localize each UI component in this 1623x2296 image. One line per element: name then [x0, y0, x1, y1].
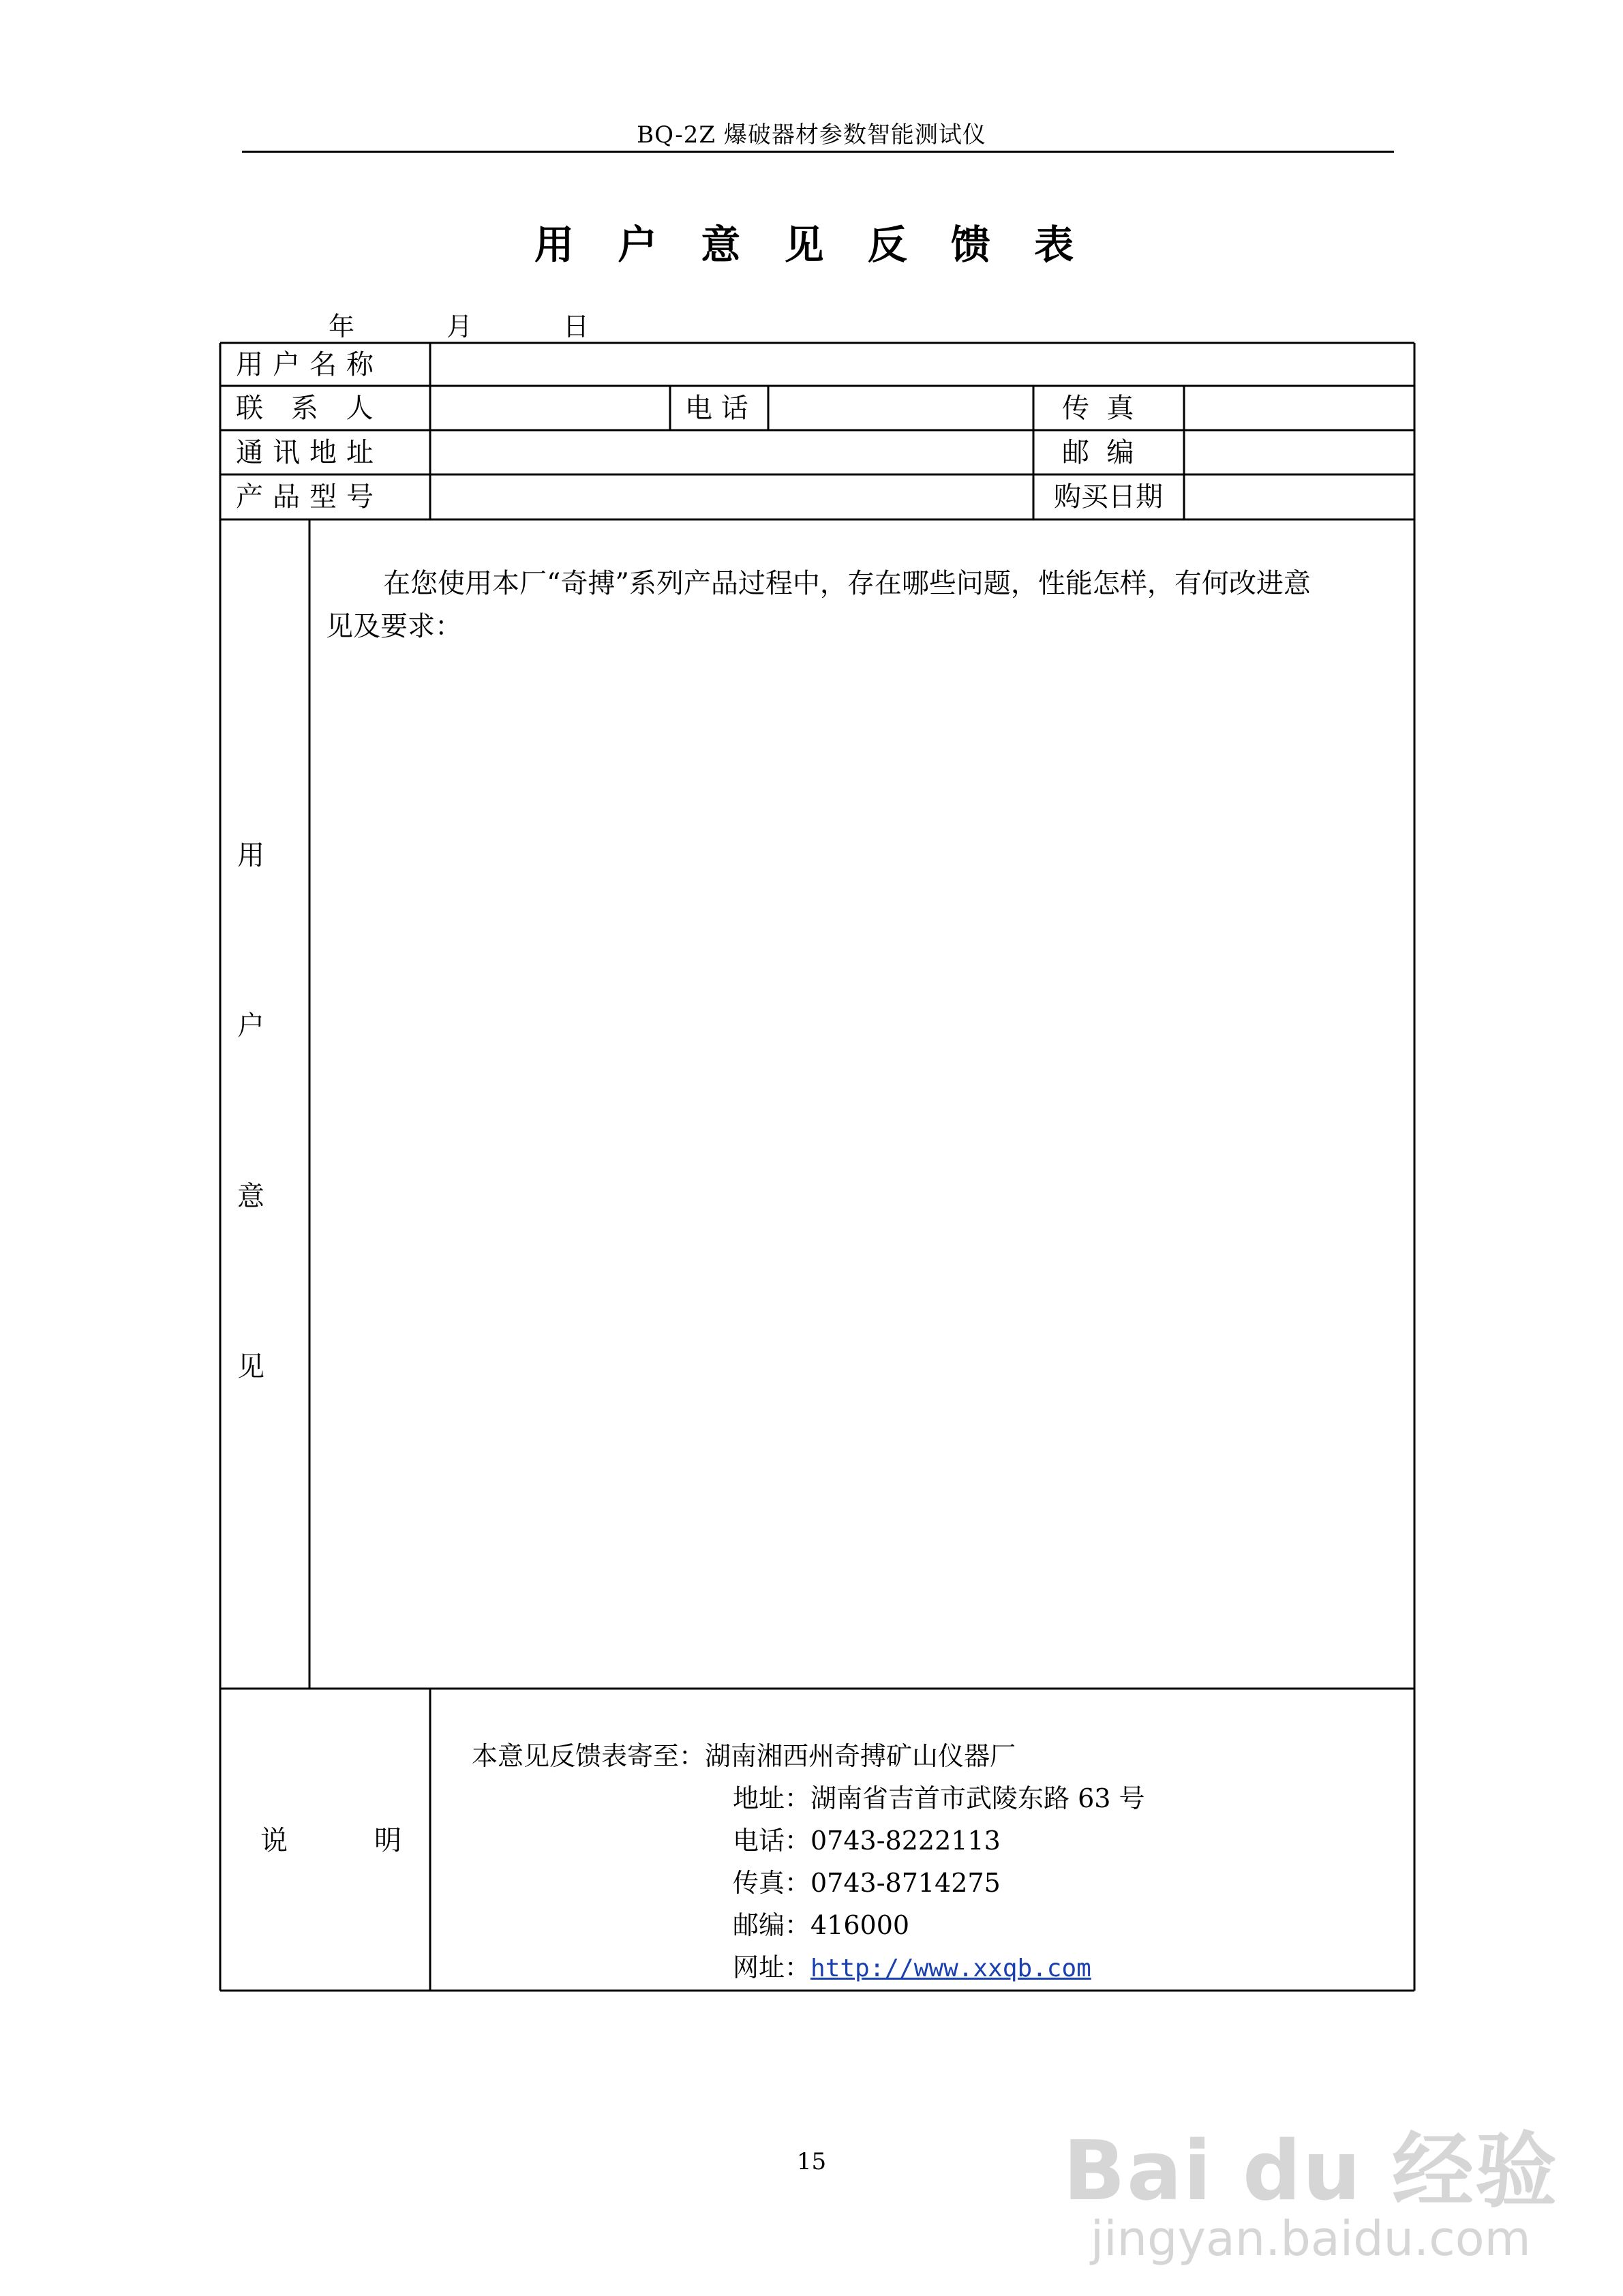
user-name-label: 用户名称 — [236, 349, 383, 380]
postcode-field[interactable] — [1189, 434, 1409, 470]
opinion-text-area[interactable] — [320, 654, 1408, 1680]
notes-label-left: 说 — [260, 1825, 288, 1856]
purchase-date-field[interactable] — [1189, 479, 1409, 515]
notes-phone: 电话：0743-8222113 — [733, 1826, 1001, 1856]
date-year-label: 年 — [329, 312, 355, 342]
notes-postcode: 邮编：416000 — [733, 1910, 910, 1940]
purchase-date-label: 购买日期 — [1054, 481, 1163, 513]
fax-field[interactable] — [1189, 390, 1409, 425]
date-day-label: 日 — [563, 312, 590, 342]
header-rule — [242, 151, 1394, 153]
notes-fax: 传真：0743-8714275 — [733, 1868, 1001, 1898]
notes-website-label: 网址： — [733, 1952, 811, 1982]
product-model-label: 产品型号 — [236, 481, 383, 513]
watermark-brand: Bai du 经验 — [1063, 2124, 1558, 2219]
website-link[interactable]: http://www.xxqb.com — [810, 1954, 1091, 1982]
notes-website-row — [733, 1946, 1091, 1990]
postcode-label: 邮 编 — [1062, 437, 1134, 468]
address-label: 通讯地址 — [236, 437, 383, 468]
running-header: BQ-2Z 爆破器材参数智能测试仪 — [637, 121, 986, 149]
opinion-side-char-3: 意 — [237, 1181, 264, 1212]
opinion-prompt-line-1: 在您使用本厂“奇搏”系列产品过程中，存在哪些问题，性能怎样，有何改进意 — [383, 568, 1311, 599]
page-number: 15 — [796, 2148, 827, 2175]
opinion-side-char-2: 户 — [237, 1010, 264, 1042]
product-model-field[interactable] — [436, 479, 1028, 515]
watermark-url: jingyan.baidu.com — [1090, 2211, 1531, 2267]
notes-label-right: 明 — [374, 1825, 401, 1856]
baidu-jingyan-watermark — [1063, 2124, 1558, 2267]
contact-label: 联 系 人 — [236, 393, 383, 424]
notes-address: 地址：湖南省吉首市武陵东路 63 号 — [733, 1783, 1145, 1813]
notes-send-to: 本意见反馈表寄至：湖南湘西州奇搏矿山仪器厂 — [472, 1741, 1016, 1771]
opinion-prompt-line-2: 见及要求： — [326, 611, 462, 642]
phone-field[interactable] — [774, 390, 1027, 425]
opinion-side-char-4: 见 — [237, 1351, 264, 1383]
user-name-field[interactable] — [436, 348, 1408, 382]
address-field[interactable] — [436, 434, 1028, 470]
document-title: 用 户 意 见 反 馈 表 — [534, 222, 1089, 268]
contact-field[interactable] — [436, 390, 665, 425]
phone-label: 电 话 — [685, 393, 748, 424]
date-month-label: 月 — [446, 312, 473, 342]
opinion-side-char-1: 用 — [237, 840, 264, 871]
fax-label: 传 真 — [1062, 393, 1134, 424]
